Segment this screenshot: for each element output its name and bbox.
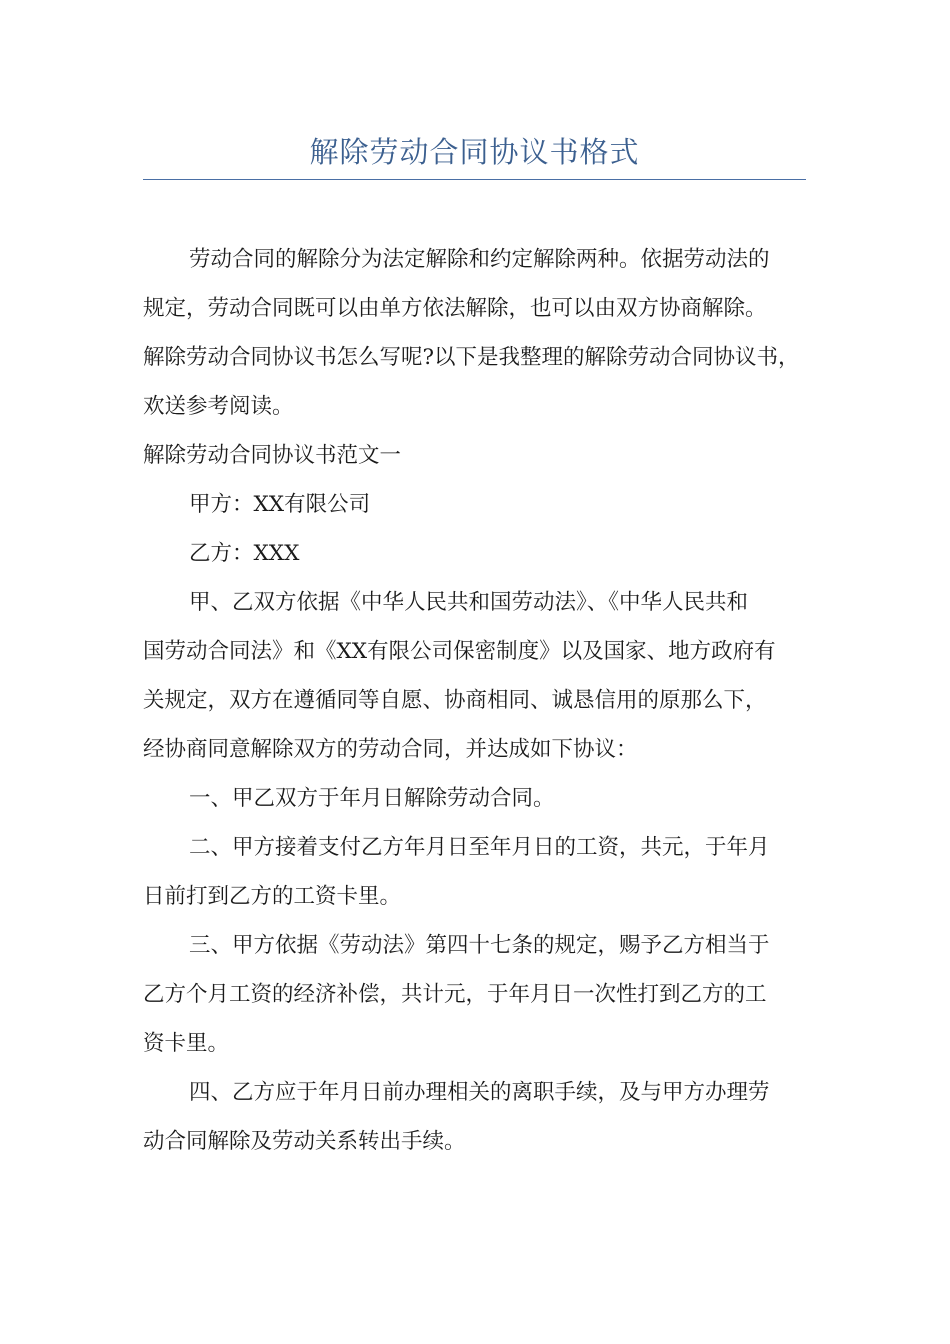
preamble-line: 甲、乙双方依据《中华人民共和国劳动法》、《中华人民共和 (189, 590, 749, 615)
intro-line: 解除劳动合同协议书怎么写呢?以下是我整理的解除劳动合同协议书， (143, 345, 800, 370)
document-body (143, 235, 828, 1166)
intro-line: 欢送参考阅读。 (143, 394, 294, 419)
clause-2-line: 日前打到乙方的工资卡里。 (143, 884, 402, 909)
party-a-line: 甲方：XX有限公司 (189, 492, 371, 517)
sample-heading: 解除劳动合同协议书范文一 (143, 443, 402, 468)
document-title: 解除劳动合同协议书格式 (309, 135, 640, 169)
preamble-line: 关规定，双方在遵循同等自愿、协商相同、诚恳信用的原那么下， (143, 688, 767, 713)
party-b-line: 乙方：XXX (189, 541, 300, 566)
title-underline (143, 179, 806, 180)
clause-4-line: 四、乙方应于年月日前办理相关的离职手续，及与甲方办理劳 (189, 1080, 770, 1105)
clause-3-line: 三、甲方依据《劳动法》第四十七条的规定，赐予乙方相当于 (189, 933, 770, 958)
clause-1-line: 一、甲乙双方于年月日解除劳动合同。 (189, 786, 555, 811)
preamble-line: 国劳动合同法》和《XX有限公司保密制度》以及国家、地方政府有 (143, 639, 776, 664)
preamble-line: 经协商同意解除双方的劳动合同，并达成如下协议： (143, 737, 638, 762)
clause-3-line: 资卡里。 (143, 1031, 230, 1056)
intro-line: 规定，劳动合同既可以由单方依法解除，也可以由双方协商解除。 (143, 296, 767, 321)
clause-4-line: 动合同解除及劳动关系转出手续。 (143, 1129, 466, 1154)
intro-line: 劳动合同的解除分为法定解除和约定解除两种。依据劳动法的 (189, 247, 770, 272)
clause-2-line: 二、甲方接着支付乙方年月日至年月日的工资，共元，于年月 (189, 835, 770, 860)
clause-3-line: 乙方个月工资的经济补偿，共计元，于年月日一次性打到乙方的工 (143, 982, 767, 1007)
